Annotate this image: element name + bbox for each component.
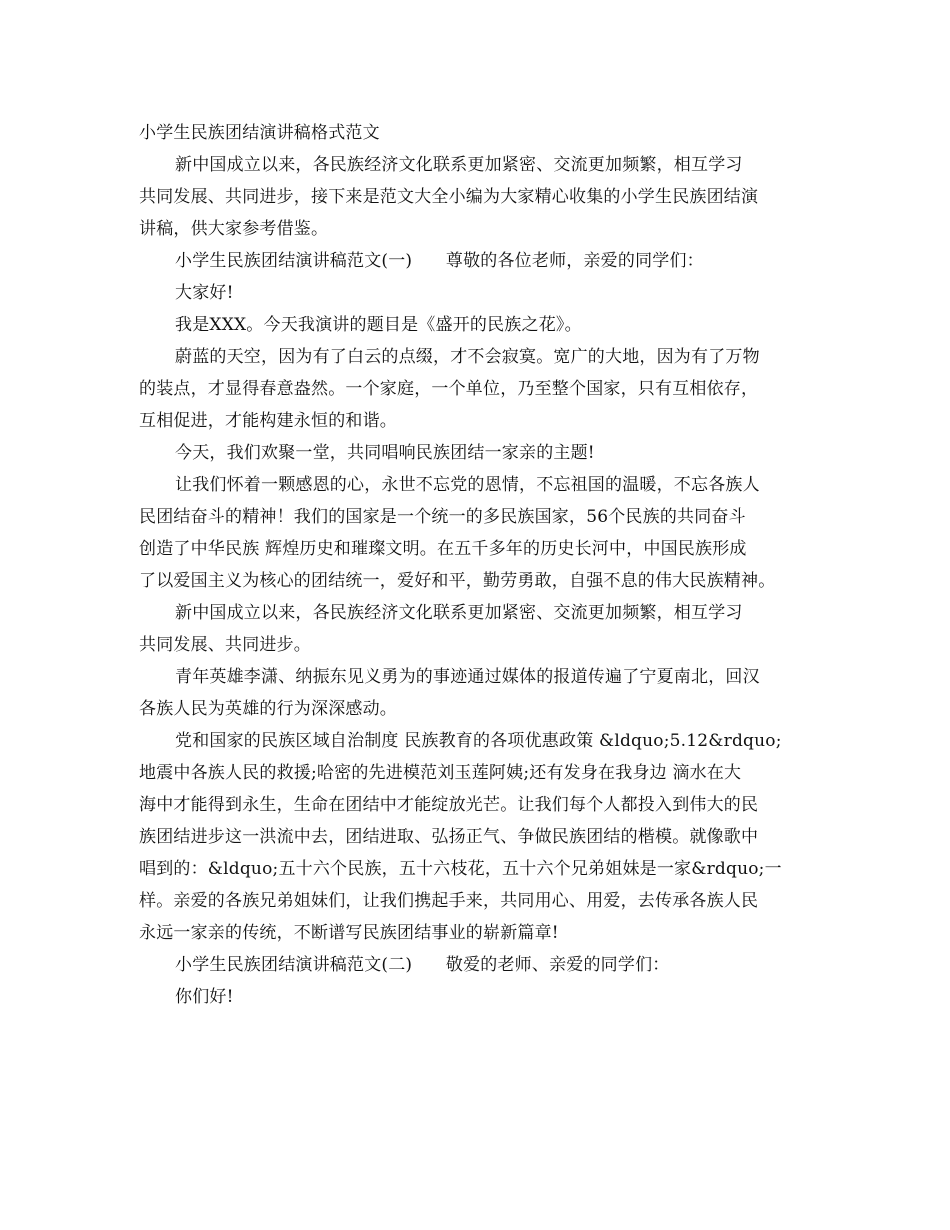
text-line: 海中才能得到永生，生命在团结中才能绽放光芒。让我们每个人都投入到伟大的民: [139, 795, 759, 815]
text-line: 民团结奋斗的精神！我们的国家是一个统一的多民族国家，56个民族的共同奋斗: [139, 507, 746, 527]
text-line: 今天，我们欢聚一堂，共同唱响民族团结一家亲的主题!: [175, 443, 595, 463]
text-line: 的装点，才显得春意盎然。一个家庭，一个单位，乃至整个国家，只有互相依存，: [139, 379, 759, 399]
text-line: 青年英雄李潇、纳振东见义勇为的事迹通过媒体的报道传遍了宁夏南北，回汉: [175, 667, 760, 687]
text-line: 大家好!: [175, 283, 234, 303]
section-heading: 小学生民族团结演讲稿范文(一) 尊敬的各位老师，亲爱的同学们：: [175, 251, 704, 271]
text-line: 新中国成立以来，各民族经济文化联系更加紧密、交流更加频繁，相互学习: [175, 155, 743, 175]
text-line: 唱到的：&ldquo;五十六个民族，五十六枝花，五十六个兄弟姐妹是一家&rdquo;一: [139, 859, 782, 879]
text-line: 族团结进步这一洪流中去，团结进取、弘扬正气、争做民族团结的楷模。就像歌中: [139, 827, 759, 847]
text-line: 创造了中华民族 辉煌历史和璀璨文明。在五千多年的历史长河中，中国民族形成: [139, 539, 747, 559]
text-line: 样。亲爱的各族兄弟姐妹们，让我们携起手来，共同用心、用爱，去传承各族人民: [139, 891, 759, 911]
text-line: 我是XXX。今天我演讲的题目是《盛开的民族之花》。: [175, 315, 582, 335]
text-line: 各族人民为英雄的行为深深感动。: [139, 699, 397, 719]
document-page: [139, 117, 811, 1013]
text-line: 蔚蓝的天空，因为有了白云的点缀，才不会寂寞。宽广的大地，因为有了万物: [175, 347, 760, 367]
text-line: 让我们怀着一颗感恩的心，永世不忘党的恩情，不忘祖国的温暖，不忘各族人: [175, 475, 760, 495]
text-line: 互相促进，才能构建永恒的和谐。: [139, 411, 397, 431]
text-line: 永远一家亲的传统，不断谱写民族团结事业的崭新篇章!: [139, 923, 559, 943]
text-line: 新中国成立以来，各民族经济文化联系更加紧密、交流更加频繁，相互学习: [175, 603, 743, 623]
text-line: 党和国家的民族区域自治制度 民族教育的各项优惠政策 &ldquo;5.12&rdquo;: [175, 731, 782, 751]
section-heading: 小学生民族团结演讲稿范文(二) 敬爱的老师、亲爱的同学们：: [175, 955, 670, 975]
text-line: 共同发展、共同进步。: [139, 635, 311, 655]
document-title: 小学生民族团结演讲稿格式范文: [139, 123, 380, 143]
text-line: 讲稿，供大家参考借鉴。: [139, 219, 329, 239]
text-line: 了以爱国主义为核心的团结统一，爱好和平，勤劳勇敢，自强不息的伟大民族精神。: [139, 571, 776, 591]
text-line: 你们好!: [175, 987, 234, 1007]
text-line: 共同发展、共同进步，接下来是范文大全小编为大家精心收集的小学生民族团结演: [139, 187, 759, 207]
text-line: 地震中各族人民的救援;哈密的先进模范刘玉莲阿姨;还有发身在我身边 滴水在大: [139, 763, 742, 783]
